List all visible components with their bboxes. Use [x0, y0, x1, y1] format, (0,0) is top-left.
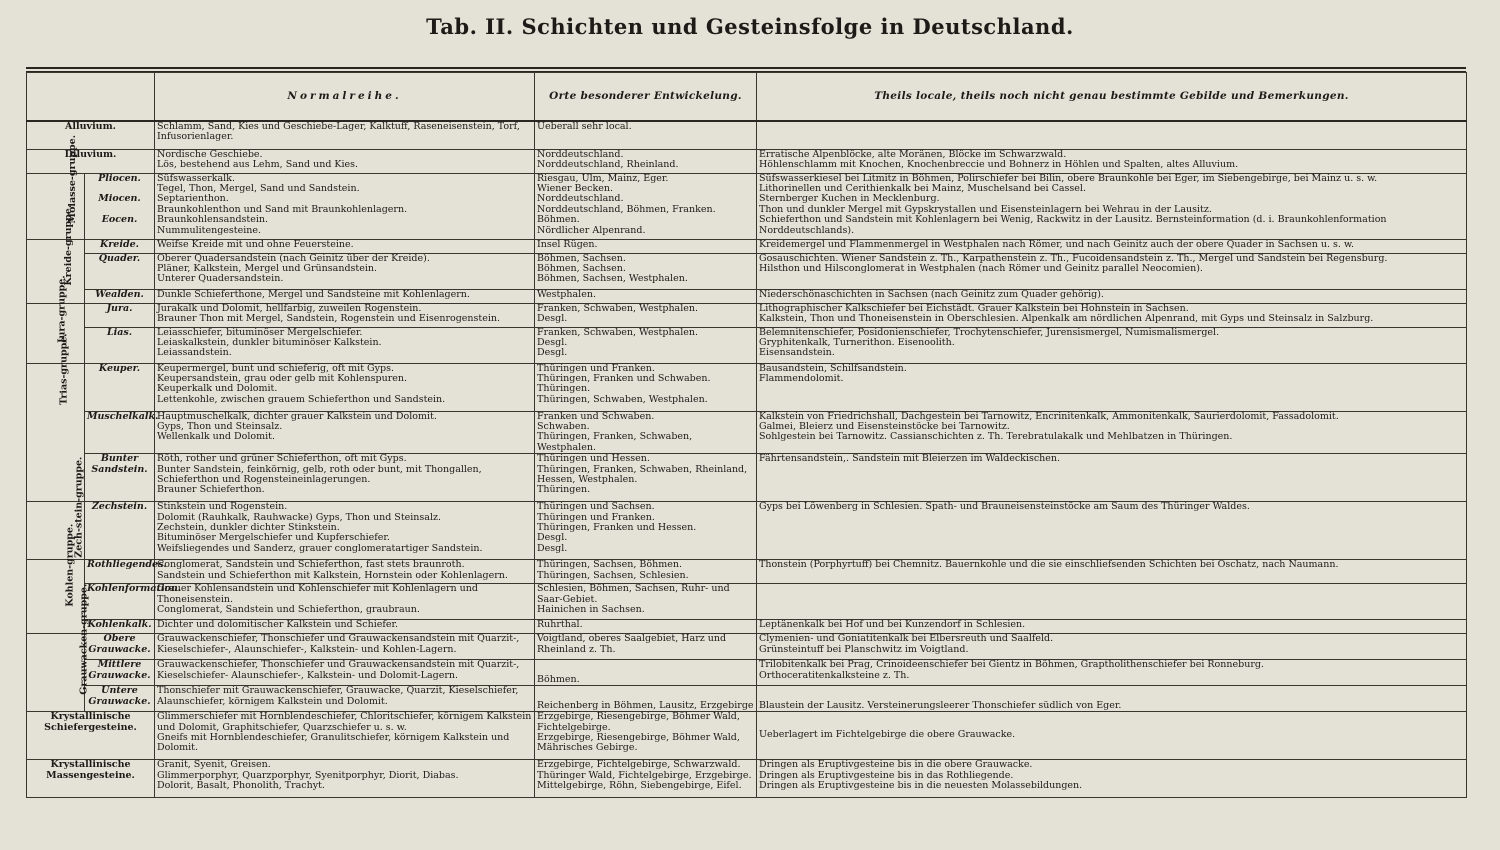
group-zechstein [27, 456, 85, 560]
orte-keuper: Thüringen und Franken. Thüringen, Franken und Schwaben. Thüringen. Thüringen, Schwaben, Westphalen. [535, 363, 757, 411]
header-theils: Theils locale, theils noch nicht genau bestimmte Gebilde und Bemerkungen. [757, 73, 1467, 122]
normal-jura: Jurakalk und Dolomit, hellfarbig, zuweilen Rogenstein. Brauner Thon mit Mergel, Sandstein, Rogenstein und Eisenrogenstein. [155, 303, 535, 327]
sub-muschelkalk: Muschelkalk. [85, 411, 155, 454]
normal-molasse: Süfswasserkalk. Tegel, Thon, Mergel, Sand und Sandstein. Septarienthon. Braunkohlenthon und Sand mit Braunkohlenlagern. Braunkohlensandstein. Nummulitengesteine. [155, 173, 535, 239]
theils-muschelkalk: Kalkstein von Friedrichshall, Dachgestein bei Tarnowitz, Encrinitenkalk, Ammonitenkalk, Saurierdolomit, Fassadolomit. Galmei, Bleierz und Eisensteinstöcke bei Tarnowitz. Sohlgestein bei Tarnowitz. Cassianschichten z. Th. Terebratulakalk und Mehlbatzen in Thüringen. [757, 411, 1467, 454]
normal-kohlenformation: Grauer Kohlensandstein und Kohlenschiefer mit Kohlenlagern und Thoneisenstein. Conglomerat, Sandstein und Schieferthon, graubraun. [155, 584, 535, 620]
group-zechstein-label: Zech-stein-gruppe. [73, 456, 85, 558]
header-empty [27, 73, 155, 122]
header-orte: Orte besonderer Entwickelung. [535, 73, 757, 122]
sub-miocen: Miocen. [98, 193, 141, 205]
orte-obere: Voigtland, oberes Saalgebiet, Harz und Rheinland z. Th. [535, 634, 757, 660]
row-obere [27, 634, 1467, 660]
orte-molasse: Riesgau, Ulm, Mainz, Eger. Wiener Becken. Norddeutschland. Norddeutschland, Böhmen, Franken. Böhmen. Nördlicher Alpenrand. [535, 173, 757, 239]
theils-zechstein: Gyps bei Löwenberg in Schlesien. Spath- und Brauneisensteinstöcke am Saum des Thüringer Waldes. [757, 502, 1467, 560]
sub-zechstein: Zechstein. [85, 502, 155, 560]
orte-bunter: Thüringen und Hessen. Thüringen, Franken, Schwaben, Rheinland, Hessen, Westphalen. Thüringen. [535, 454, 757, 502]
theils-wealden: Niederschönaschichten in Sachsen (nach Geinitz zum Quader gehörig). [757, 289, 1467, 303]
label-massen: Krystallinische Massengesteine. [27, 760, 155, 798]
sub-eocen: Eocen. [101, 214, 138, 226]
header-normalreihe: Normalreihe. [155, 73, 535, 122]
orte-kohlenformation: Schlesien, Böhmen, Sachsen, Ruhr- und Saar-Gebiet. Hainichen in Sachsen. [535, 584, 757, 620]
orte-mittlere: Böhmen. [535, 660, 757, 686]
row-kreide [27, 239, 1467, 253]
row-lias [27, 327, 1467, 363]
group-kohlen [27, 523, 85, 634]
theils-kohlenformation [757, 584, 1467, 620]
sub-wealden: Wealden. [85, 289, 155, 303]
sub-lias: Lias. [85, 327, 155, 363]
label-schiefer: Krystallinische Schiefergesteine. [27, 712, 155, 760]
sub-pliocen: Pliocen. [98, 172, 141, 184]
table-title: Tab. II. Schichten und Gesteinsfolge in Deutschland. [426, 14, 1074, 39]
theils-massen: Dringen als Eruptivgesteine bis in die obere Grauwacke. Dringen als Eruptivgesteine bis in das Rothliegende. Dringen als Eruptivgesteine bis in die neuesten Molassebildungen. [757, 760, 1467, 798]
theils-rothliegendes: Thonstein (Porphyrtuff) bei Chemnitz. Bauernkohle und die sie einschliefsenden Schichten bei Oschatz, nach Naumann. [757, 560, 1467, 584]
group-jura-label: Jura-gruppe. [56, 274, 68, 343]
normal-kohlenkalk: Dichter und dolomitischer Kalkstein und Schiefer. [155, 620, 535, 634]
orte-lias: Franken, Schwaben, Westphalen. Desgl. Desgl. [535, 327, 757, 363]
row-keuper [27, 363, 1467, 411]
row-untere [27, 686, 1467, 712]
row-alluvium [27, 121, 1467, 149]
orte-schiefer: Erzgebirge, Riesengebirge, Böhmer Wald, Fichtelgebirge. Erzgebirge, Riesengebirge, Böhmer Wald, Mährisches Gebirge. [535, 712, 757, 760]
normal-mittlere: Grauwackenschiefer, Thonschiefer und Grauwackensandstein mit Quarzit-, Kieselschiefer- Alaunschiefer-, Kalkstein- und Dolomit-Lagern. [155, 660, 535, 686]
orte-zechstein: Thüringen und Sachsen. Thüringen und Franken. Thüringen, Franken und Hessen. Desgl. Desgl. [535, 502, 757, 560]
normal-muschelkalk: Hauptmuschelkalk, dichter grauer Kalkstein und Dolomit. Gyps, Thon und Steinsalz. Wellenkalk und Dolomit. [155, 411, 535, 454]
group-grauwacken-label: Grauwacken-gruppe. [78, 583, 90, 695]
theils-kreide: Kreidemergel und Flammenmergel in Westphalen nach Römer, und nach Geinitz auch der obere Quader in Sachsen u. s. w. [757, 239, 1467, 253]
theils-obere: Clymenien- und Goniatitenkalk bei Elbersreuth und Saalfeld. Grünsteintuff bei Planschwitz im Voigtland. [757, 634, 1467, 660]
sub-kohlenformation: Kohlenformation. [85, 584, 155, 620]
row-zechstein [27, 502, 1467, 560]
orte-muschelkalk: Franken und Schwaben. Schwaben. Thüringen, Franken, Schwaben, Westphalen. [535, 411, 757, 454]
theils-kohlenkalk: Leptänenkalk bei Hof und bei Kunzendorf in Schlesien. [757, 620, 1467, 634]
group-kohlen-label: Kohlen-gruppe. [64, 523, 76, 607]
normal-diluvium: Nordische Geschiebe. Lös, bestehend aus Lehm, Sand und Kies. [155, 149, 535, 173]
header-row [27, 73, 1467, 122]
normal-massen: Granit, Syenit, Greisen. Glimmerporphyr, Quarzporphyr, Syenitporphyr, Diorit, Diabas. Dolorit, Basalt, Phonolith, Trachyt. [155, 760, 535, 798]
normal-schiefer: Glimmerschiefer mit Hornblendeschiefer, Chloritschiefer, körnigem Kalkstein und Dolomit, Graphitschiefer, Quarzschiefer u. s. w. Gneifs mit Hornblendeschiefer, Granulitschiefer, körnigem Kalkstein und Dolomit. [155, 712, 535, 760]
theils-bunter: Fährtensandstein,. Sandstein mit Bleierzen im Waldeckischen. [757, 454, 1467, 502]
normal-quader: Oberer Quadersandstein (nach Geinitz über der Kreide). Pläner, Kalkstein, Mergel und Grünsandstein. Unterer Quadersandstein. [155, 253, 535, 289]
row-massen [27, 760, 1467, 798]
group-kreide-label: Kreide-gruppe. [63, 204, 75, 286]
theils-quader: Gosauschichten. Wiener Sandstein z. Th., Karpathenstein z. Th., Fucoidensandstein z. Th., Mergel und Sandstein bei Regensburg. Hilsthon und Hilsconglomerat in Westphalen (nach Römer und Geinitz parallel Neocomien). [757, 253, 1467, 289]
sub-obere: Obere Grauwacke. [85, 634, 155, 660]
theils-molasse: Süfswasserkiesel bei Litmitz in Böhmen, Polirschiefer bei Bilin, obere Braunkohle bei Eger, im Siebengebirge, bei Mainz u. s. w. Lithorinellen und Cerithienkalk bei Mainz, Muschelsand bei Cassel. Sternberger Kuchen in Mecklenburg. Thon und dunkler Mergel mit Gypskrystallen und Eisensteinlagern bei Wehrau in der Lausitz. Schieferthon und Sandstein mit Kohlenlagern bei Wenig, Rackwitz in der Lausitz. Bernsteinformation (d. i. Braunkohlenformation Norddeutschlands). [757, 173, 1467, 239]
group-jura [27, 274, 85, 363]
normal-wealden: Dunkle Schieferthone, Mergel und Sandsteine mit Kohlenlagern. [155, 289, 535, 303]
normal-alluvium: Schlamm, Sand, Kies und Geschiebe-Lager, Kalktuff, Raseneisenstein, Torf, Infusorienlager. [155, 121, 535, 149]
row-kohlenkalk [27, 620, 1467, 634]
orte-wealden: Westphalen. [535, 289, 757, 303]
sub-jura: Jura. [85, 303, 155, 327]
normal-keuper: Keupermergel, bunt und schieferig, oft mit Gyps. Keupersandstein, grau oder gelb mit Kohlenspuren. Keuperkalk und Dolomit. Lettenkohle, zwischen grauem Schieferthon und Sandstein. [155, 363, 535, 411]
row-jura [27, 303, 1467, 327]
row-bunter [27, 454, 1467, 502]
sub-kreide: Kreide. [85, 239, 155, 253]
theils-diluvium: Erratische Alpenblöcke, alte Moränen, Blöcke im Schwarzwald. Höhlenschlamm mit Knochen, Knochenbreccie und Bohnerz in Höhlen und Spalten, altes Alluvium. [757, 149, 1467, 173]
theils-lias: Belemnitenschiefer, Posidonienschiefer, Trochytenschiefer, Jurensismergel, Numismalismergel. Gryphitenkalk, Turnerithon. Eisenoolith. Eisensandstein. [757, 327, 1467, 363]
orte-kohlenkalk: Ruhrthal. [535, 620, 757, 634]
group-grauwacken [27, 583, 90, 712]
top-rule [26, 67, 1466, 69]
row-rothliegendes [27, 560, 1467, 584]
sub-keuper: Keuper. [85, 363, 155, 411]
theils-untere: Blaustein der Lausitz. Versteinerungsleerer Thonschiefer südlich von Eger. [757, 686, 1467, 712]
orte-alluvium: Ueberall sehr local. [535, 121, 757, 149]
label-diluvium: Diluvium. [27, 149, 155, 173]
row-schiefer [27, 712, 1467, 760]
sub-untere: Untere Grauwacke. [85, 686, 155, 712]
normal-rothliegendes: Conglomerat, Sandstein und Schieferthon, fast stets braunroth. Sandstein und Schieferthon mit Kalkstein, Hornstein oder Kohlenlagern. [155, 560, 535, 584]
normal-obere: Grauwackenschiefer, Thonschiefer und Grauwackensandstein mit Quarzit-, Kieselschiefer-, Alaunschiefer-, Kalkstein- und Kohlen-Lagern. [155, 634, 535, 660]
normal-lias: Leiasschiefer, bituminöser Mergelschiefer. Leiaskalkstein, dunkler bituminöser Kalkstein. Leiassandstein. [155, 327, 535, 363]
sub-quader: Quader. [85, 253, 155, 289]
theils-keuper: Bausandstein, Schilfsandstein. Flammendolomit. [757, 363, 1467, 411]
orte-kreide: Insel Rügen. [535, 239, 757, 253]
sub-mittlere: Mittlere Grauwacke. [85, 660, 155, 686]
orte-massen: Erzgebirge, Fichtelgebirge, Schwarzwald. Thüringer Wald, Fichtelgebirge, Erzgebirge. Mittelgebirge, Röhn, Siebengebirge, Eifel. [535, 760, 757, 798]
row-molasse [27, 173, 1467, 239]
sub-bunter: Bunter Sandstein. [85, 454, 155, 502]
orte-rothliegendes: Thüringen, Sachsen, Böhmen. Thüringen, Sachsen, Schlesien. [535, 560, 757, 584]
theils-mittlere: Trilobitenkalk bei Prag, Crinoideenschiefer bei Gientz in Böhmen, Graptholithenschiefer bei Ronneburg. Orthoceratitenkalksteine z. Th. [757, 660, 1467, 686]
orte-untere: Reichenberg in Böhmen, Lausitz, Erzgebirge [535, 686, 757, 712]
group-kreide [27, 204, 85, 303]
normal-untere: Thonschiefer mit Grauwackenschiefer, Grauwacke, Quarzit, Kieselschiefer, Alaunschiefer, körnigem Kalkstein und Dolomit. [155, 686, 535, 712]
orte-jura: Franken, Schwaben, Westphalen. Desgl. [535, 303, 757, 327]
row-diluvium [27, 149, 1467, 173]
row-kohlenformation [27, 584, 1467, 620]
sub-kohlenkalk: Kohlenkalk. [85, 620, 155, 634]
normal-zechstein: Stinkstein und Rogenstein. Dolomit (Rauhkalk, Rauhwacke) Gyps, Thon und Steinsalz. Zechstein, dunkler dichter Stinkstein. Bituminöser Mergelschiefer und Kupferschiefer. Weifsliegendes und Sanderz, grauer conglomeratartiger Sandstein. [155, 502, 535, 560]
normal-bunter: Röth, rother und grüner Schieferthon, oft mit Gyps. Bunter Sandstein, feinkörnig, gelb, roth oder bunt, mit Thongallen, Schieferthon und Rogensteineinlagerungen. Brauner Schieferthon. [155, 454, 535, 502]
sub-rothliegendes: Rothliegendes. [85, 560, 155, 584]
row-wealden [27, 289, 1467, 303]
theils-schiefer: Ueberlagert im Fichtelgebirge die obere Grauwacke. [757, 712, 1467, 760]
theils-alluvium [757, 121, 1467, 149]
row-mittlere [27, 660, 1467, 686]
orte-diluvium: Norddeutschland. Norddeutschland, Rheinland. [535, 149, 757, 173]
group-molasse-label: Molasse-gruppe. [67, 134, 79, 223]
strata-table [26, 72, 1467, 798]
group-molasse [27, 134, 85, 239]
row-quader [27, 253, 1467, 289]
sub-molasse [85, 173, 155, 239]
theils-jura: Lithographischer Kalkschiefer bei Eichstädt. Grauer Kalkstein bei Hohnstein in Sachsen. Kalkstein, Thon und Thoneisenstein in Oberschlesien. Alpenkalk am nördlichen Alpenrand, mit Gyps und Steinsalz in Salzburg. [757, 303, 1467, 327]
group-trias-label: Trias-gruppe. [58, 332, 70, 405]
label-alluvium: Alluvium. [27, 121, 155, 149]
orte-quader: Böhmen, Sachsen. Böhmen, Sachsen. Böhmen, Sachsen, Westphalen. [535, 253, 757, 289]
row-muschelkalk [27, 411, 1467, 454]
normal-kreide: Weifse Kreide mit und ohne Feuersteine. [155, 239, 535, 253]
